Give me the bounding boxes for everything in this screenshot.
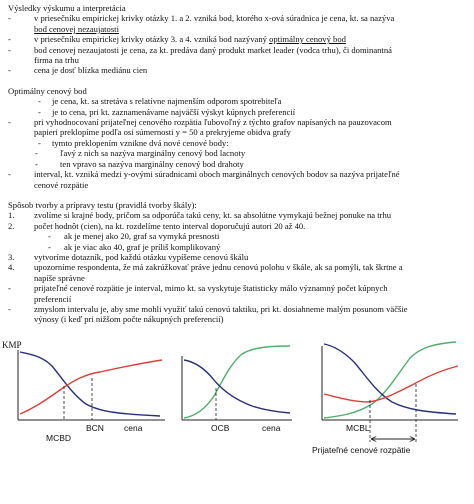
list-text: výnosy (i keď pri nižšom počte nákupných preferencií) xyxy=(34,314,224,325)
list-marker: - xyxy=(38,106,41,117)
list-text: je to cena, pri kt. zaznamenávame najväčší výskyt kúpnych preferencií xyxy=(52,106,296,117)
list-marker: - xyxy=(35,158,38,169)
list-text: zmyslom intervalu je, aby sme mohli využiť takú cenovú taktiku, pri kt. dosiahneme malým posunom väčšie xyxy=(34,303,408,314)
list-item xyxy=(8,96,470,106)
list-item xyxy=(8,262,470,272)
list-text: cena je dosť blízka mediánu cien xyxy=(34,65,148,76)
list-text: v priesečníku empirickej krivky otázky 1. a 2. vzniká bod, ktorého x-ová súradnica je cena, kt. sa nazýva xyxy=(34,13,395,24)
list-item xyxy=(8,252,470,262)
list-text: ak je menej ako 20, graf sa vymyká presnosti xyxy=(64,231,220,242)
y-axis-label: KMP xyxy=(2,340,22,350)
curve-green xyxy=(184,346,290,418)
list-text: ak je viac ako 40, graf je príliš komplikovaný xyxy=(64,241,221,252)
list-marker: - xyxy=(38,137,41,148)
label-acceptable-range: Prijateľné cenové rozpätie xyxy=(312,445,411,455)
list-text: cenové rozpätie xyxy=(34,179,89,190)
list-marker: 1. xyxy=(8,210,15,221)
list-text: v priesečníku empirickej krivky otázky 3. a 4. vzniká bod nazývaný xyxy=(34,34,270,45)
diagrams-svg xyxy=(0,338,474,504)
list-item xyxy=(8,138,470,148)
list-item xyxy=(8,210,470,220)
list-item xyxy=(8,107,470,117)
list-marker: - xyxy=(38,96,41,107)
list-text: papieri preklopíme podľa osi súmernosti y = 50 a prekryjeme obidva grafy xyxy=(34,127,291,138)
chart-mcbl xyxy=(312,342,458,455)
list-item xyxy=(8,304,470,314)
list-text: je cena, kt. sa stretáva s relatívne najmenším odporom spotrebiteľa xyxy=(52,96,282,107)
label-cena-1: cena xyxy=(124,423,143,433)
list-item xyxy=(8,13,470,23)
list-text: preferencií xyxy=(34,293,72,304)
list-marker: 4. xyxy=(8,262,15,273)
list-text: prijateľné cenové rozpätie je interval, mimo kt. sa vyskytuje štatisticky málo významný počet kúpnych xyxy=(34,283,388,294)
chart-ocb xyxy=(182,346,292,433)
section-title-method: Spôsob tvorby a prípravy testu (pravidlá tvorby škály): xyxy=(8,199,197,210)
list-item xyxy=(8,294,470,304)
list-text: počet hodnôt (cien), na kt. rozdelíme tento interval doporučujú autori 20 až 40. xyxy=(34,220,306,231)
list-marker: - xyxy=(8,283,11,294)
price-sensitivity-diagrams xyxy=(0,338,474,504)
list-item xyxy=(8,273,470,283)
list-text: upozorníme respondenta, že má zakrúžkovať práve jednu cenovú polohu v škále, ak sa pomýli, tak škrtne a xyxy=(34,262,403,273)
list-text: vytvoríme dotazník, pod každú otázku vypíšeme cenovú škálu xyxy=(34,251,249,262)
list-text: ľavý z nich sa nazýva marginálny cenový bod lacnoty xyxy=(60,148,246,159)
list-item xyxy=(8,55,470,65)
label-mcbd: MCBD xyxy=(46,433,72,443)
curve-blue xyxy=(324,344,456,414)
list-text: napíše správne xyxy=(34,272,85,283)
section-title-ocb: Optimálny cenový bod xyxy=(8,85,87,96)
list-item xyxy=(8,34,470,44)
list-item xyxy=(8,242,470,252)
list-item xyxy=(8,24,470,34)
list-marker: - xyxy=(35,148,38,159)
list-item xyxy=(8,283,470,293)
document-text xyxy=(8,3,470,325)
chart-bcn xyxy=(2,340,165,443)
label-ocb: OCB xyxy=(211,423,230,433)
list-item xyxy=(8,117,470,127)
list-item xyxy=(8,221,470,231)
list-text: tymto preklopením vznikne dvá nové cenové body: xyxy=(52,137,229,148)
curve-blue xyxy=(184,360,290,413)
list-item xyxy=(8,65,470,75)
list-item xyxy=(8,148,470,158)
list-item xyxy=(8,231,470,241)
list-item xyxy=(8,127,470,137)
list-marker: - xyxy=(8,44,11,55)
list-marker: - xyxy=(8,13,11,24)
list-text: pri vyhodnocovaní prijateľnej cenového rozpätia ľubovoľný z týchto grafov napísaných na pauzovacom xyxy=(34,117,392,128)
list-marker: - xyxy=(8,303,11,314)
label-bcn: BCN xyxy=(86,423,104,433)
curve-blue xyxy=(20,352,160,416)
list-text: interval, kt. vzniká medzi y-ovými súradnicami oboch marginálnych cenových bodov sa nazýva prijateľné xyxy=(34,169,400,180)
list-item xyxy=(8,159,470,169)
list-marker: - xyxy=(48,241,51,252)
list-text: firma na trhu xyxy=(34,55,79,66)
list-item xyxy=(8,180,470,190)
list-marker: 3. xyxy=(8,251,15,262)
list-marker: - xyxy=(8,169,11,180)
list-item xyxy=(8,314,470,324)
section-title-results: Výsledky výskumu a interpretácia xyxy=(8,3,126,13)
list-item xyxy=(8,45,470,55)
label-mcbl: MCBL xyxy=(346,423,370,433)
list-item xyxy=(8,169,470,179)
list-marker: - xyxy=(8,65,11,76)
label-cena-2: cena xyxy=(262,423,281,433)
list-text: ten vpravo sa nazýva marginálny cenový bod drahoty xyxy=(60,158,244,169)
term-bcn: bod cenovej nezaujatosti xyxy=(34,23,119,34)
list-text: bod cenovej nezaujatosti je cena, za kt. predáva daný produkt market leader (vodca trhu), či dominantná xyxy=(34,44,392,55)
list-marker: - xyxy=(8,117,11,128)
list-text: zvolíme si krajné body, pričom sa odporúča takú ceny, kt. sa absolútne vymykajú bežnej ponuke na trhu xyxy=(34,210,392,221)
list-marker: - xyxy=(48,231,51,242)
list-marker: - xyxy=(8,34,11,45)
list-marker: 2. xyxy=(8,220,15,231)
term-ocb: optimálny cenový bod xyxy=(269,34,346,45)
